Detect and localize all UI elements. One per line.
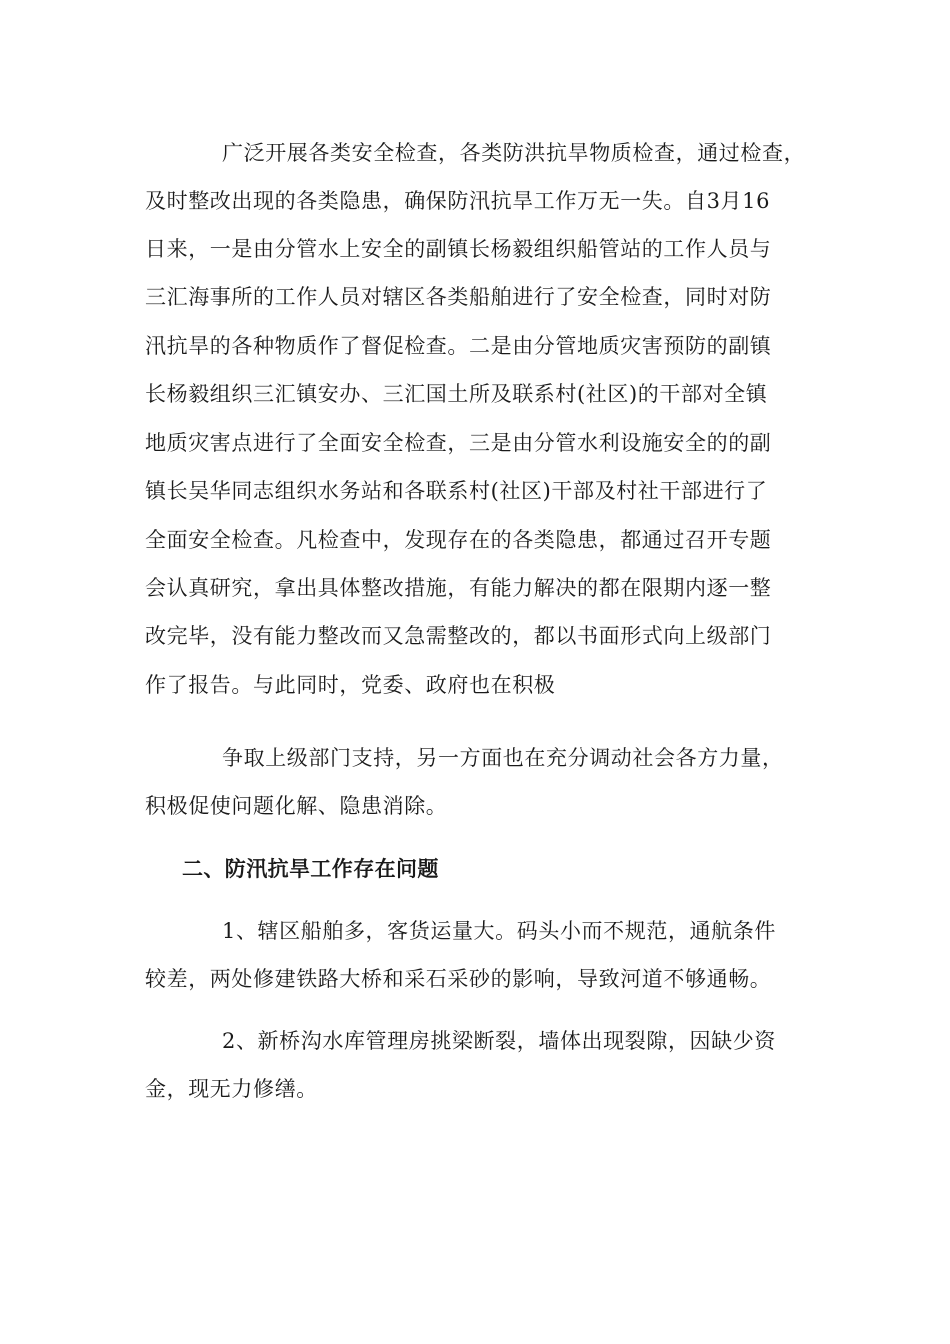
text-line: 1、辖区船舶多，客货运量大。码头小而不规范，通航条件 <box>222 919 776 943</box>
text-line: 金，现无力修缮。 <box>145 1077 318 1101</box>
text-line: 全面安全检查。凡检查中，发现存在的各类隐患，都通过召开专题 <box>145 528 772 552</box>
text-line: 会认真研究，拿出具体整改措施，有能力解决的都在限期内逐一整 <box>145 576 772 600</box>
text-line: 作了报告。与此同时，党委、政府也在积极 <box>145 673 556 697</box>
text-line: 积极促使问题化解、隐患消除。 <box>145 794 448 818</box>
text-line: 较差，两处修建铁路大桥和采石采砂的影响，导致河道不够通畅。 <box>145 967 772 991</box>
text-line: 广泛开展各类安全检查，各类防洪抗旱物质检查，通过检查， <box>222 141 806 165</box>
text-line: 汛抗旱的各种物质作了督促检查。二是由分管地质灾害预防的副镇 <box>145 334 772 358</box>
text-line: 三汇海事所的工作人员对辖区各类船舶进行了安全检查，同时对防 <box>145 285 772 309</box>
text-line: 争取上级部门支持，另一方面也在充分调动社会各方力量， <box>222 746 784 770</box>
text-line: 日来，一是由分管水上安全的副镇长杨毅组织船管站的工作人员与 <box>145 237 772 261</box>
text-line: 地质灾害点进行了全面安全检查，三是由分管水利设施安全的的副 <box>145 431 772 455</box>
text-line: 镇长吴华同志组织水务站和各联系村(社区)干部及村社干部进行了 <box>145 479 768 503</box>
text-line: 长杨毅组织三汇镇安办、三汇国土所及联系村(社区)的干部对全镇 <box>145 382 768 406</box>
text-line: 2、新桥沟水库管理房挑梁断裂，墙体出现裂隙，因缺少资 <box>222 1029 776 1053</box>
text-line: 改完毕，没有能力整改而又急需整改的，都以书面形式向上级部门 <box>145 624 772 648</box>
section-heading: 二、防汛抗旱工作存在问题 <box>182 857 439 881</box>
text-line: 及时整改出现的各类隐患，确保防汛抗旱工作万无一失。自3月16 <box>145 189 771 213</box>
